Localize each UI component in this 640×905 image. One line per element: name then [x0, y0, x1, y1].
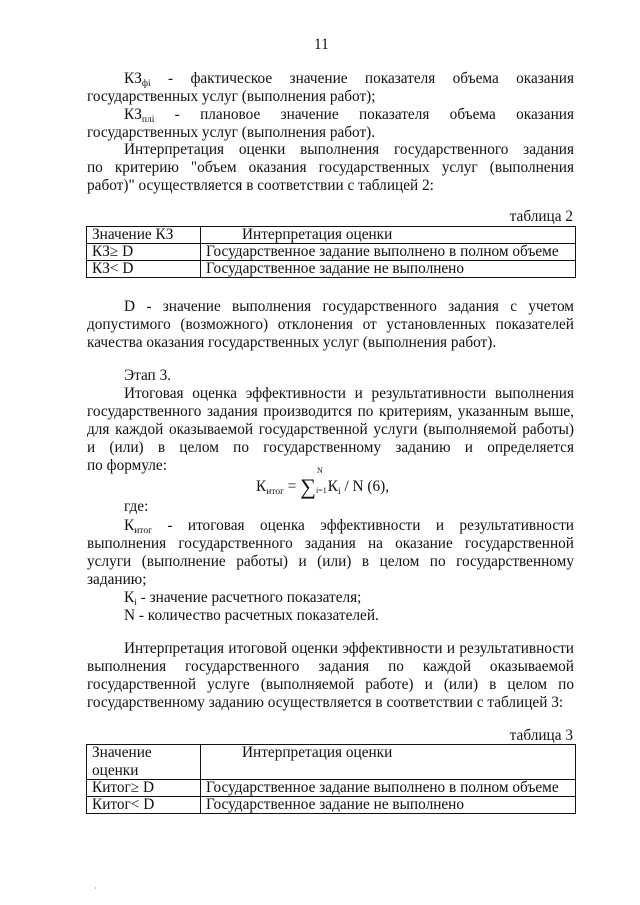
formula-6: $К_{итог}$ = ∑ N i=1 $К_i$ / N (6),: [256, 466, 390, 499]
para3-line: Интерпретация итоговой оценки эффективности и результативности: [124, 640, 574, 657]
table3-cell: Китог< D: [87, 797, 201, 814]
kitog-symbol: $К_{итог}$: [124, 517, 152, 536]
para1-line: по критерию "объем оказания государственных услуг (выполнения: [87, 159, 574, 176]
para2-line: и (или) в целом по государственному заданию и определяется: [87, 439, 574, 456]
table3: [86, 744, 576, 814]
table2-cell: КЗ≥ D: [87, 244, 201, 261]
table3-cell: Государственное задание не выполнено: [201, 797, 576, 814]
def-ki: $К_i$ - значение расчетного показателя;: [124, 589, 362, 608]
kitog-text: - итоговая оценка эффективности и результативности: [167, 517, 574, 534]
table3-header-value-line1: Значение: [92, 744, 152, 761]
table-row: [87, 227, 576, 244]
table3-caption: таблица 3: [509, 727, 573, 744]
para2-line: государственного задания производится по критериям, указанным выше,: [87, 403, 574, 420]
stage-title: Этап 3.: [124, 367, 172, 384]
table-row: [87, 244, 576, 261]
table3-header-value-line2: оценки: [92, 762, 139, 779]
table2-header-interpretation: Интерпретация оценки: [201, 227, 576, 244]
para-d-line: допустимого (возможного) отклонения от установленных показателей: [87, 316, 574, 333]
def-kz-fact-line2: государственных услуг (выполнения работ);: [87, 88, 376, 105]
table3-cell: Государственное задание выполнено в полном объеме: [201, 780, 576, 797]
def-kz-plan-line2: государственных услуг (выполнения работ).: [87, 124, 376, 141]
table3-cell: Китог≥ D: [87, 780, 201, 797]
para2-line: по формуле:: [87, 457, 167, 474]
where-label: где:: [124, 498, 149, 515]
def-n: N - количество расчетных показателей.: [124, 607, 379, 624]
para1-line: работ)" осуществляется в соответствии с таблицей 2:: [87, 177, 434, 194]
para3-line: государственному заданию осуществляется в соответствии с таблицей 3:: [87, 694, 564, 711]
table3-header-value: [87, 745, 201, 780]
table2-cell: КЗ< D: [87, 261, 201, 278]
para2-line: Итоговая оценка эффективности и результативности выполнения: [124, 385, 574, 402]
table2-cell: Государственное задание не выполнено: [201, 261, 576, 278]
para3-line: выполнения государственного задания по каждой оказываемой: [87, 658, 574, 675]
page-number: 11: [314, 36, 329, 53]
para3-line: государственной услуге (выполняемой работе) и (или) в целом по: [87, 676, 574, 693]
def-kitog-line: услуги (выполнение работы) и (или) в целом по государственному: [87, 553, 574, 570]
table2-cell: Государственное задание выполнено в полном объеме: [201, 244, 576, 261]
para2-line: для каждой оказываемой государственной услуги (выполняемой работы): [87, 421, 574, 438]
sigma-upper: N: [316, 466, 323, 475]
table2-header-value: Значение КЗ: [87, 227, 201, 244]
kz-plan-text: - плановое значение показателя объема оказания: [174, 106, 574, 123]
para-d-line: качества оказания государственных услуг (выполнения работ).: [87, 334, 497, 351]
def-kitog-line: выполнения государственного задания на оказание государственной: [87, 535, 574, 552]
table-row: [87, 797, 576, 814]
table-row: [87, 261, 576, 278]
para1-line: Интерпретация оценки выполнения государственного задания: [124, 141, 574, 158]
def-kitog-line: заданию;: [87, 571, 147, 588]
kz-plan-symbol: $КЗ_{плi}$: [124, 106, 155, 125]
table-row: [87, 780, 576, 797]
para-d-line: D - значение выполнения государственного задания с учетом: [124, 298, 574, 315]
kz-fact-text: - фактическое значение показателя объема оказания: [168, 70, 574, 87]
table3-header-interpretation: Интерпретация оценки: [201, 745, 576, 780]
kz-fact-symbol: $КЗ_{фi}$: [124, 70, 151, 89]
table2-caption: таблица 2: [509, 208, 573, 225]
table-row: [87, 745, 576, 780]
sigma-lower: i=1: [315, 486, 327, 495]
sigma-symbol: ∑: [300, 474, 316, 499]
scan-speck: ·: [94, 884, 97, 893]
table2: [86, 226, 576, 278]
